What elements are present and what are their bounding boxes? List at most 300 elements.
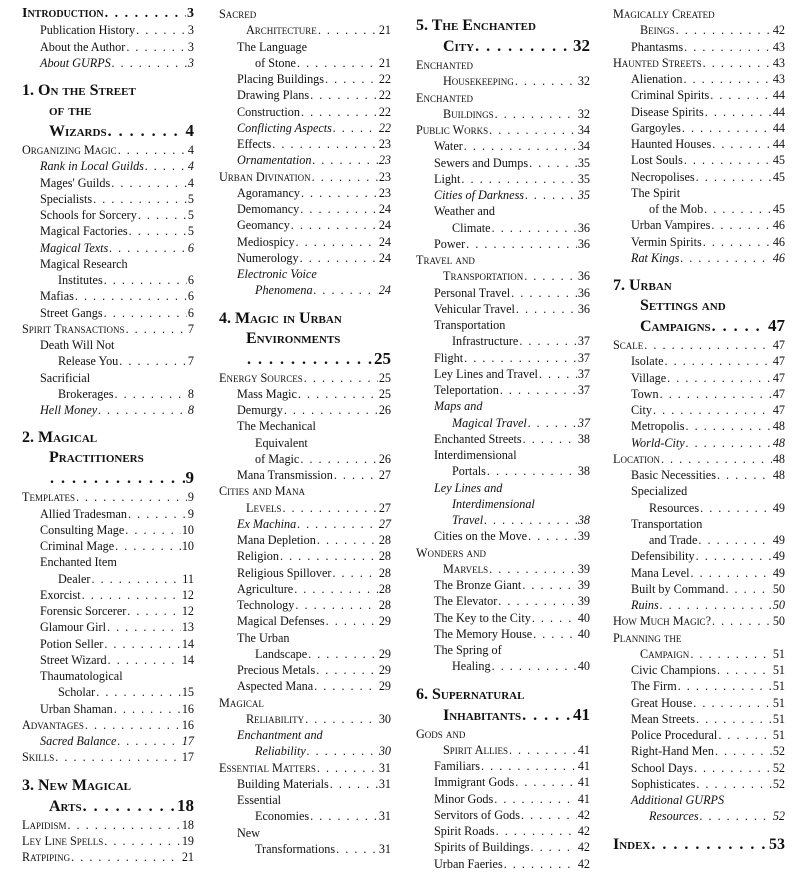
toc-entry[interactable]: [613, 435, 785, 451]
toc-entry[interactable]: [22, 636, 194, 652]
page-number: 4: [185, 121, 194, 140]
toc-entry[interactable]: [416, 758, 590, 774]
toc-entry[interactable]: [416, 366, 590, 382]
leader-dots: [705, 104, 772, 120]
toc-entry[interactable]: [22, 849, 194, 865]
leader-dots: [533, 626, 577, 642]
toc-entry[interactable]: [22, 603, 194, 619]
toc-entry[interactable]: [613, 104, 785, 120]
page-number: 9: [187, 490, 194, 505]
chapter-title-text: City: [443, 38, 475, 55]
leader-dots: [466, 236, 577, 252]
toc-entry[interactable]: [613, 217, 785, 233]
entry-title: Spirit Roads: [434, 824, 495, 838]
entry-first-line: [22, 668, 194, 684]
toc-entry-multiline[interactable]: [22, 337, 194, 370]
leader-dots: [96, 684, 181, 700]
toc-entry[interactable]: [219, 349, 391, 370]
toc-entry[interactable]: [416, 528, 590, 544]
leader-dots: [696, 711, 772, 727]
entry-title: Enchanted: [416, 90, 473, 105]
toc-entry[interactable]: [613, 451, 785, 467]
toc-entry[interactable]: [22, 522, 194, 538]
toc-entry[interactable]: [416, 839, 590, 855]
page-number: 39: [577, 561, 590, 576]
leader-dots: [703, 234, 772, 250]
toc-entry[interactable]: [416, 774, 590, 790]
toc-entry[interactable]: [219, 760, 391, 776]
toc-entry[interactable]: [613, 662, 785, 678]
toc-entry[interactable]: [613, 55, 785, 71]
toc-entry[interactable]: [613, 581, 785, 597]
page-number: 38: [577, 464, 590, 479]
toc-entry[interactable]: [613, 87, 785, 103]
toc-entry[interactable]: [22, 191, 194, 207]
toc-entry[interactable]: [22, 652, 194, 668]
toc-entry-multiline[interactable]: [613, 516, 785, 549]
toc-entry[interactable]: [613, 695, 785, 711]
entry-title: Drawing Plans: [237, 88, 310, 103]
leader-dots: [91, 571, 181, 587]
toc-entry[interactable]: [22, 833, 194, 849]
toc-entry[interactable]: [22, 538, 194, 554]
toc-entry[interactable]: [416, 705, 590, 726]
entry-title: Enchanted Streets: [434, 431, 522, 446]
toc-entry[interactable]: [22, 468, 194, 489]
toc-entry[interactable]: [416, 171, 590, 187]
entry-title: The Urban: [237, 630, 290, 645]
toc-entry[interactable]: [219, 250, 391, 266]
leader-dots: [496, 823, 577, 839]
toc-entry[interactable]: [219, 201, 391, 217]
toc-entry[interactable]: [219, 678, 391, 694]
toc-entry[interactable]: [416, 626, 590, 642]
toc-column-4: [613, 6, 785, 853]
toc-entry[interactable]: [219, 234, 391, 250]
entry-title: Interdimensional: [434, 448, 517, 462]
leader-dots: [694, 760, 772, 776]
entry-title: Institutes: [58, 273, 103, 287]
leader-dots: [297, 55, 378, 71]
entry-title: Cities and Mana: [219, 484, 306, 499]
toc-entry[interactable]: [613, 597, 785, 613]
toc-entry-multiline[interactable]: [613, 792, 785, 825]
toc-entry[interactable]: [613, 169, 785, 185]
page-number: 37: [577, 350, 590, 365]
entry-title: Police Procedural: [631, 728, 718, 742]
toc-entry[interactable]: [22, 749, 194, 765]
toc-entry[interactable]: [22, 305, 194, 321]
leader-dots: [717, 467, 772, 483]
entry-first-line: [22, 370, 194, 386]
toc-entry[interactable]: [22, 402, 194, 418]
toc-entry-multiline[interactable]: [219, 266, 391, 299]
toc-entry[interactable]: [416, 382, 590, 398]
toc-entry[interactable]: [613, 39, 785, 55]
toc-entry[interactable]: [219, 565, 391, 581]
leader-dots: [653, 402, 772, 418]
toc-entry[interactable]: [22, 587, 194, 603]
leader-dots: [487, 463, 577, 479]
toc-entry[interactable]: [219, 217, 391, 233]
toc-entry[interactable]: [219, 532, 391, 548]
toc-entry[interactable]: [613, 316, 785, 337]
leader-dots: [712, 317, 767, 337]
page-number: 51: [772, 679, 785, 694]
entry-title: Magical Factories: [40, 224, 128, 239]
page-number: 6: [187, 289, 194, 304]
page-number: 8: [187, 386, 194, 401]
toc-entry-multiline[interactable]: [416, 57, 590, 90]
page-number: 31: [378, 776, 391, 791]
chapter-title-line: [219, 329, 391, 349]
entry-title: Numerology: [237, 250, 299, 265]
leader-dots: [696, 548, 772, 564]
toc-entry-multiline[interactable]: [416, 642, 590, 675]
entry-title: Transportation: [434, 318, 506, 332]
toc-entry-section[interactable]: [613, 837, 785, 853]
leader-dots: [715, 743, 772, 759]
toc-entry[interactable]: [22, 240, 194, 256]
toc-entry[interactable]: [613, 337, 785, 353]
page-number: 30: [378, 744, 391, 759]
toc-entry[interactable]: [416, 593, 590, 609]
leader-dots: [280, 548, 378, 564]
toc-entry[interactable]: [416, 187, 590, 203]
toc-entry[interactable]: [219, 386, 391, 402]
entry-title: Lapidism: [22, 817, 67, 832]
toc-entry[interactable]: [613, 743, 785, 759]
entry-last-line: [22, 272, 194, 288]
toc-entry[interactable]: [416, 350, 590, 366]
entry-last-line: [219, 22, 391, 38]
entry-title: Magically Created: [613, 7, 715, 21]
toc-entry[interactable]: [22, 207, 194, 223]
entry-last-line: [416, 220, 590, 236]
toc-entry-multiline[interactable]: [22, 554, 194, 587]
entry-title: Death Will Not: [40, 338, 115, 352]
toc-entry-multiline[interactable]: [416, 545, 590, 578]
toc-entry-multiline[interactable]: [219, 418, 391, 467]
entry-title: Lost Souls: [631, 153, 683, 168]
toc-entry[interactable]: [219, 370, 391, 386]
toc-entry[interactable]: [219, 776, 391, 792]
entry-title: Mana Level: [631, 565, 690, 580]
toc-entry[interactable]: [219, 185, 391, 201]
entry-last-line: [613, 646, 785, 662]
entry-title: Precious Metals: [237, 663, 316, 677]
leader-dots: [104, 833, 181, 849]
toc-entry[interactable]: [22, 321, 194, 337]
toc-entry-multiline[interactable]: [219, 483, 391, 516]
toc-entry[interactable]: [416, 856, 590, 872]
toc-entry[interactable]: [219, 548, 391, 564]
chapter-heading[interactable]: [22, 428, 194, 489]
entry-title: Ratpiping: [22, 850, 71, 864]
entry-title: of Stone: [255, 55, 296, 70]
chapter-title-text: Wizards: [49, 123, 107, 140]
leader-dots: [71, 849, 181, 865]
entry-title: World-City: [631, 435, 685, 450]
toc-entry[interactable]: [613, 370, 785, 386]
leader-dots: [718, 727, 772, 743]
page-number: 44: [772, 88, 785, 103]
entry-title: Housekeeping: [443, 74, 514, 89]
toc-entry-multiline[interactable]: [613, 185, 785, 218]
toc-entry[interactable]: [22, 142, 194, 158]
toc-entry[interactable]: [22, 175, 194, 191]
toc-entry[interactable]: [416, 36, 590, 57]
toc-entry[interactable]: [219, 87, 391, 103]
toc-entry[interactable]: [613, 250, 785, 266]
toc-entry-multiline[interactable]: [416, 203, 590, 236]
toc-entry[interactable]: [22, 121, 194, 142]
toc-entry[interactable]: [416, 610, 590, 626]
chapter-heading[interactable]: [416, 16, 590, 57]
toc-entry[interactable]: [416, 791, 590, 807]
toc-entry-multiline[interactable]: [416, 726, 590, 759]
toc-entry-multiline[interactable]: [22, 256, 194, 289]
entry-title: Ley Lines and: [434, 480, 503, 495]
toc-entry[interactable]: [22, 619, 194, 635]
page-number: 51: [772, 728, 785, 742]
entry-title: Phenomena: [255, 283, 313, 298]
toc-entry-multiline[interactable]: [416, 90, 590, 123]
toc-entry[interactable]: [219, 136, 391, 152]
toc-entry-multiline[interactable]: [219, 695, 391, 728]
toc-entry[interactable]: [613, 402, 785, 418]
page-number: 24: [378, 234, 391, 249]
toc-entry-multiline[interactable]: [416, 480, 590, 529]
entry-title: Reliability: [246, 711, 305, 726]
toc-entry[interactable]: [22, 506, 194, 522]
toc-entry-multiline[interactable]: [22, 668, 194, 701]
entry-title: Rat Kings: [631, 250, 680, 265]
entry-title: Magical Travel: [452, 415, 527, 430]
toc-entry-multiline[interactable]: [613, 483, 785, 516]
toc-entry[interactable]: [416, 301, 590, 317]
toc-entry[interactable]: [613, 120, 785, 136]
toc-entry[interactable]: [219, 169, 391, 185]
toc-entry-multiline[interactable]: [416, 317, 590, 350]
toc-entry[interactable]: [613, 711, 785, 727]
toc-entry[interactable]: [613, 136, 785, 152]
toc-entry[interactable]: [22, 288, 194, 304]
toc-entry[interactable]: [613, 548, 785, 564]
page-number: 3: [187, 55, 194, 70]
page-number: 42: [577, 807, 590, 822]
leader-dots: [660, 386, 772, 402]
entry-first-line: [416, 642, 590, 658]
toc-entry[interactable]: [219, 613, 391, 629]
toc-entry[interactable]: [613, 467, 785, 483]
entry-title: Organizing Magic: [22, 143, 117, 157]
toc-entry[interactable]: [416, 122, 590, 138]
entry-title: Energy Sources: [219, 370, 303, 385]
entry-title: Isolate: [631, 354, 664, 369]
leader-dots: [703, 55, 772, 71]
toc-entry[interactable]: [613, 71, 785, 87]
entry-title: Sophisticates: [631, 776, 696, 791]
toc-entry-multiline[interactable]: [613, 6, 785, 39]
toc-entry[interactable]: [22, 22, 194, 38]
toc-entry-multiline[interactable]: [416, 447, 590, 480]
toc-entry[interactable]: [22, 796, 194, 817]
entry-title: Criminal Mage: [40, 539, 115, 553]
toc-entry[interactable]: [613, 234, 785, 250]
entry-last-line: [416, 658, 590, 674]
page-number: 36: [577, 236, 590, 251]
entry-first-line: [613, 483, 785, 499]
page-number: 13: [181, 620, 194, 635]
entry-title: Brokerages: [58, 386, 114, 401]
toc-entry[interactable]: [219, 467, 391, 483]
page-number: 28: [378, 549, 391, 564]
toc-entry-multiline[interactable]: [219, 630, 391, 663]
toc-entry[interactable]: [22, 39, 194, 55]
page-number: 32: [573, 36, 590, 55]
toc-entry-multiline[interactable]: [416, 252, 590, 285]
entry-title: The Mechanical: [237, 419, 316, 434]
toc-entry[interactable]: [416, 807, 590, 823]
page-number: 38: [577, 431, 590, 446]
page-number: 47: [772, 386, 785, 401]
leader-dots: [336, 841, 378, 857]
page-number: 9: [187, 506, 194, 521]
leader-dots: [712, 136, 772, 152]
leader-dots: [295, 597, 377, 613]
toc-entry[interactable]: [416, 285, 590, 301]
toc-entry-multiline[interactable]: [613, 630, 785, 663]
entry-title: Defensibility: [631, 549, 695, 564]
entry-title: About the Author: [40, 39, 126, 54]
entry-title: Water: [434, 139, 463, 154]
chapter-heading[interactable]: [219, 309, 391, 370]
entry-title: of Magic: [255, 451, 300, 466]
entry-title: Religion: [237, 549, 279, 564]
toc-entry-multiline[interactable]: [22, 370, 194, 403]
toc-entry[interactable]: [416, 577, 590, 593]
entry-first-line: [219, 825, 391, 841]
toc-entry[interactable]: [416, 155, 590, 171]
entry-title: Portals: [452, 464, 486, 479]
page-number: 52: [772, 776, 785, 791]
toc-entry[interactable]: [22, 158, 194, 174]
toc-entry[interactable]: [22, 55, 194, 71]
chapter-heading[interactable]: [22, 776, 194, 817]
toc-entry[interactable]: [416, 823, 590, 839]
toc-entry[interactable]: [219, 581, 391, 597]
page-number: 42: [577, 856, 590, 871]
page-number: 29: [378, 646, 391, 661]
toc-entry[interactable]: [219, 402, 391, 418]
toc-entry[interactable]: [613, 152, 785, 168]
entry-title: Basic Necessities: [631, 468, 716, 482]
entry-title: Cities of Darkness: [434, 188, 525, 202]
chapter-title-text: 6. Supernatural: [416, 685, 525, 703]
toc-entry-multiline[interactable]: [219, 825, 391, 858]
toc-entry[interactable]: [22, 489, 194, 505]
leader-dots: [660, 597, 772, 613]
toc-entry[interactable]: [416, 236, 590, 252]
leader-dots: [539, 366, 577, 382]
toc-entry[interactable]: [613, 760, 785, 776]
page-number: 3: [187, 39, 194, 54]
page-number: 4: [187, 143, 194, 157]
page-number: 51: [772, 646, 785, 661]
toc-entry[interactable]: [219, 71, 391, 87]
entry-title: Marvels: [443, 561, 489, 576]
page-number: 28: [378, 533, 391, 547]
toc-entry-multiline[interactable]: [219, 792, 391, 825]
toc-entry[interactable]: [613, 565, 785, 581]
toc-entry[interactable]: [219, 120, 391, 136]
toc-entry[interactable]: [219, 516, 391, 532]
toc-entry[interactable]: [22, 223, 194, 239]
toc-entry-multiline[interactable]: [219, 6, 391, 39]
toc-entry-multiline[interactable]: [219, 727, 391, 760]
toc-entry[interactable]: [416, 431, 590, 447]
toc-entry[interactable]: [613, 678, 785, 694]
toc-entry[interactable]: [613, 727, 785, 743]
toc-entry[interactable]: [219, 152, 391, 168]
page-number: 41: [577, 759, 590, 773]
toc-entry[interactable]: [613, 386, 785, 402]
entry-title: Metropolis: [631, 419, 685, 434]
toc-entry[interactable]: [219, 104, 391, 120]
leader-dots: [104, 636, 181, 652]
toc-entry[interactable]: [613, 353, 785, 369]
entry-first-line: [219, 39, 391, 55]
entry-title: Exorcist: [40, 587, 81, 602]
toc-entry-multiline[interactable]: [219, 39, 391, 72]
entry-title: Servitors of Gods: [434, 807, 520, 822]
toc-entry[interactable]: [219, 662, 391, 678]
toc-entry[interactable]: [613, 613, 785, 629]
leader-dots: [334, 467, 378, 483]
toc-entry[interactable]: [22, 701, 194, 717]
chapter-title-text: 3. New Magical: [22, 776, 131, 794]
page-number: 5: [187, 224, 194, 239]
toc-entry-section[interactable]: [22, 6, 194, 22]
toc-entry[interactable]: [416, 138, 590, 154]
page-number: 30: [378, 711, 391, 726]
toc-entry[interactable]: [22, 733, 194, 749]
entry-title: Skills: [22, 750, 55, 765]
page-number: 50: [772, 598, 785, 612]
toc-entry-multiline[interactable]: [416, 398, 590, 431]
entry-title: Economies: [255, 809, 310, 824]
toc-entry[interactable]: [613, 776, 785, 792]
chapter-heading[interactable]: [416, 685, 590, 726]
toc-entry[interactable]: [219, 597, 391, 613]
entry-first-line: [219, 266, 391, 282]
page-number: 40: [577, 626, 590, 641]
chapter-heading[interactable]: [613, 276, 785, 337]
toc-entry[interactable]: [22, 717, 194, 733]
entry-title: The Key to the City: [434, 610, 531, 625]
chapter-heading[interactable]: [22, 81, 194, 142]
page-number: 48: [772, 435, 785, 450]
toc-entry[interactable]: [22, 817, 194, 833]
page-number: 25: [378, 370, 391, 385]
entry-title: Templates: [22, 490, 75, 505]
page-number: 39: [577, 578, 590, 592]
page-number: 36: [577, 301, 590, 316]
toc-entry[interactable]: [613, 418, 785, 434]
chapter-title-text: Practitioners: [49, 449, 144, 467]
chapter-title-line: [22, 776, 194, 796]
